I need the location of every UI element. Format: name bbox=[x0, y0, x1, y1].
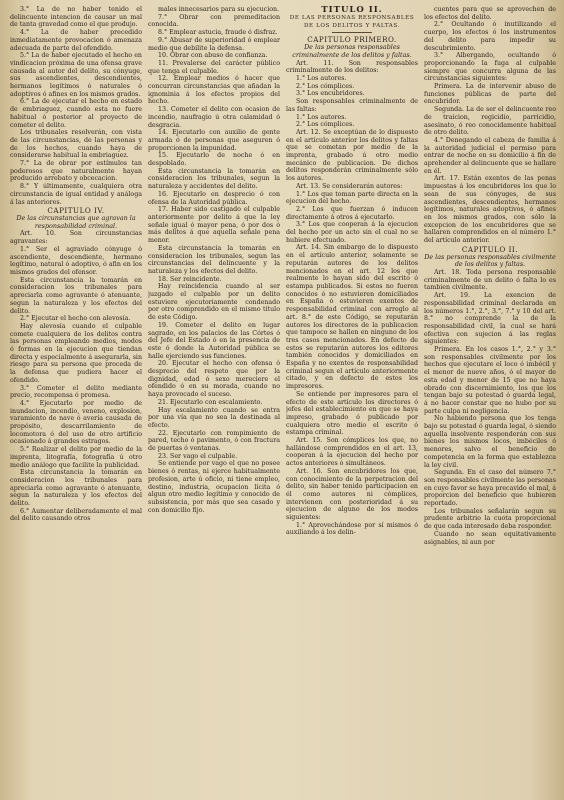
paragraph: Hay reincidencia cuando al ser juzgado el culpable por un delito estuviere ejecutoriamente condenado por otro comprendido en el mismo título de este Código. bbox=[148, 283, 280, 322]
paragraph: 1.° Los que toman parte directa en la ejecucion del hecho. bbox=[286, 190, 418, 206]
paragraph: 11. Prevalerse del carácter público que tenga el culpable. bbox=[148, 59, 280, 75]
paragraph: 6.° La de ejecutar el hecho en estado de embriaguez, cuando esta no fuere habitual ó posterior al proyecto de cometer el delito. bbox=[10, 98, 142, 129]
paragraph: 2.° Los cómplices. bbox=[296, 82, 355, 90]
title-subheading: DE LAS PERSONAS RESPONSABLES DE LOS DELITOS Y FALTAS. bbox=[289, 15, 415, 29]
paragraph: 3.° Los encubridores. bbox=[296, 90, 365, 98]
paragraph: Art. 15. Son cómplices los que, no hallándose comprendidos en el art. 13, cooperan á la ejecucion del hecho por actos anteriores ó simultáneos. bbox=[286, 437, 418, 468]
divider-rule bbox=[332, 32, 372, 33]
paragraph: Son responsables criminalmente de las faltas: bbox=[286, 98, 418, 113]
paragraph: 2.° Ejecutar el hecho con alevosía. bbox=[20, 315, 131, 323]
paragraph: 7.° Obrar con premeditacion conocida. bbox=[148, 13, 280, 29]
paragraph: males innecesarios para su ejecucion. bbox=[158, 6, 280, 13]
paragraph: 2.° Los que fuerzan ó inducen directamente á otros á ejecutarlo. bbox=[286, 205, 418, 221]
paragraph: 4.° Ejecutarlo por medio de inundacion, incendio, veneno, explosion, varamiento de nave ó avería causada de propósito, descarrilamiento de locomotora ó del uso de otro artificio ocasionado á grandes estragos. bbox=[10, 399, 142, 446]
paragraph: 21. Ejecutarlo con escalamiento. bbox=[158, 398, 263, 406]
paragraph: Art. 17. Están exentos de las penas impuestas á los encubridores los que lo sean de sus cónyuges, de sus ascendientes, descendientes, hermanos legítimos, naturales adoptivos, ó afines en los mismos grados, con sólo la excepcion de los encubridores que se hallaren comprendidos en el número 1.° del artículo anterior. bbox=[424, 175, 556, 245]
paragraph: 10. Obrar con abuso de confianza. bbox=[158, 52, 268, 60]
paragraph: 20. Ejecutar el hecho con ofensa ó desprecio del respeto que por la dignidad, edad ó sexo mereciere el ofendido ó en su morada, cuando no haya provocado el suceso. bbox=[148, 360, 280, 399]
paragraph: 22. Ejecutarlo con rompimiento de pared, techo ó pavimento, ó con fractura de puertas ó ventanas. bbox=[148, 429, 280, 453]
paragraph: 3.° Albergando, ocultando ó proporcionando la fuga al culpable siempre que concurra alguna de las circunstancias siguientes: bbox=[424, 52, 556, 83]
paragraph: Esta circunstancia la tomarán en consideracion los tribunales para apreciarla como agravante ó atenuante, segun la naturaleza y los efectos del delito. bbox=[10, 276, 142, 315]
text-column-4 bbox=[424, 6, 556, 796]
paragraph: 7.° La de obrar por estímulos tan poderosos que naturalmente hayan producido arrebato y obcecacion. bbox=[10, 160, 142, 183]
paragraph: Se entiende por impresores para el efecto de este artículo los directores ó jefes del establecimiento en que se haya impreso, grabado ó publicado por cualquiera otro medio el escrito ó estampa criminal. bbox=[286, 390, 418, 437]
title-heading: TITULO II. bbox=[321, 6, 383, 15]
paragraph: 18. Ser reincidente. bbox=[158, 275, 222, 283]
paragraph: Esta circunstancia la tomarán en consideracion los tribunales, segun las circunstancias del delincuente y la naturaleza y los efectos del delito. bbox=[148, 244, 280, 275]
paragraph: 15. Ejecutarlo de noche ó en despoblado. bbox=[148, 152, 280, 168]
paragraph: Art. 16. Son encubridores los que, con conocimiento de la perpetracion del delito, sin haber tenido participacion en él como autores ni cómplices, intervienen con posterioridad á su ejecucion de alguno de los modos siguientes: bbox=[286, 467, 418, 522]
paragraph: Esta circunstancia la tomarán en consideracion los tribunales para apreciarla como agravante ó atenuante, segun la naturaleza y los efectos del delito. bbox=[10, 469, 142, 508]
paragraph: 8.° Emplear astucia, fraude ó disfraz. bbox=[158, 29, 278, 37]
paragraph: Hay alevosía cuando el culpable comete cualquiera de los delitos contra las personas empleando medios, modos ó formas en la ejecucion que tiendan directa y especialmente á asegurarla, sin riesgo para su persona que proceda de la defensa que pudiera hacer el ofendido. bbox=[10, 322, 142, 384]
paragraph: 5.° Realizar el delito por medio de la imprenta, litografía, fotografía ú otro medio análogo que facilite la publicidad. bbox=[10, 446, 142, 469]
paragraph: 1.° Aprovechándose por sí mismos ó auxiliando á los delin- bbox=[286, 521, 418, 537]
paragraph: 5.° La de haber ejecutado el hecho en vindicacion próxima de una ofensa grave causada al autor del delito, su cónyuge, sus ascendientes, descendientes, hermanos legítimos ó naturales ó adoptivos ó afines en los mismos grados. bbox=[10, 52, 142, 98]
paragraph: Segunda. La de ser el delincuente reo de traicion, regicidio, parricidio, asesinato, ó reo conocidamente habitual de otro delito. bbox=[424, 106, 556, 137]
paragraph: 23. Ser vago el culpable. bbox=[158, 452, 238, 460]
chapter-subtitle: De las personas responsables criminalmente de los delitos y faltas. bbox=[292, 43, 412, 59]
paragraph: 9.° Abusar de superioridad ó emplear medio que debilite la defensa. bbox=[148, 36, 280, 52]
paragraph: Hay escalamiento cuando se entra por una vía que no sea la destinada al efecto. bbox=[148, 406, 280, 429]
paragraph: cuentes para que se aprovechen de los efectos del delito. bbox=[424, 6, 556, 21]
paragraph: 14. Ejecutarlo con auxilio de gente armada ó de personas que aseguren ó proporcionen la impunidad. bbox=[148, 129, 280, 152]
paragraph: Primera. La de intervenir abuso de funciones públicas de parte del encubridor. bbox=[424, 83, 556, 106]
paragraph: Art. 11. Son responsables criminalmente de los delitos: bbox=[286, 59, 418, 75]
paragraph: Art. 12. Se exceptúan de lo dispuesto en el artículo anterior los delitos y faltas que se cometan por medio de la imprenta, grabado ú otro medio mecánico de publicacion. De dichos delitos responderán criminalmente sólo los autores. bbox=[286, 128, 418, 183]
chapter-subtitle: De las personas responsables civilmente de los delitos y faltas. bbox=[424, 252, 556, 269]
paragraph: 1.° Los autores. bbox=[296, 75, 347, 82]
paragraph: Segunda. En el caso del número 7.° son responsables civilmente las personas en cuyo favor se haya precavido el mal, á proporcion del beneficio que hubieren reportado. bbox=[424, 469, 556, 508]
paragraph: 12. Emplear medios ó hacer que concurran circunstancias que añadan la ignominia á los efectos propios del hecho. bbox=[148, 75, 280, 106]
chapter-subtitle: De las circunstancias que agravan la responsabilidad criminal. bbox=[16, 214, 136, 230]
chapter-heading: CAPITULO IV. bbox=[47, 206, 105, 216]
paragraph: Se entiende por vago el que no posee bienes ó rentas, ni ejerce habitualmente profesion, arte ú oficio, ni tiene empleo, destino, industria, ocupacion lícita ó algun otro medio legítimo y conocido de subsistencia, por más que sea casado y con domicilio fijo. bbox=[148, 460, 280, 514]
paragraph: Art. 14. Sin embargo de lo dispuesto en el artículo anterior, solamente se reputarán autores de los delitos mencionados en el art. 12 los que realmente lo hayan sido del escrito ó estampa publicados. Si estos no fueren conocidos ó no estuvieren domiciliados en España ó estuvieren exentos de responsabilidad criminal con arreglo al art. 8.° de este Código, se reputarán autores los directores de la publicacion que tampoco se hallen en ninguno de los tres casos mencionados. En defecto de estos se reputarán autores los editores también conocidos y domiciliados en España y no exentos de responsabilidad criminal segun el artículo anteriormente citado, y en defecto de estos los impresores. bbox=[286, 244, 418, 391]
paragraph: 3.° La de no haber tenido el delincuente intencion de causar un mal de tanta gravedad como el que produjo. bbox=[10, 6, 142, 29]
paragraph: Art. 19. La exencion de responsabilidad criminal declarada en los números 1.°, 2.°, 3.°, 7.° y 10 del art. 8.° no comprende la de la responsabilidad civil, la cual se hará efectiva con sujecion á las reglas siguientes: bbox=[424, 292, 556, 346]
paragraph: 2.° Los cómplices. bbox=[296, 121, 355, 129]
paragraph: No habiendo persona que los tenga bajo su potestad ó guarda legal, ó siendo aquella insolvente responderán con sus bienes los mismos locos, imbéciles ó menores, salvo el beneficio de competencia en la forma que establezca la ley civil. bbox=[424, 415, 556, 469]
paragraph: Primera. En los casos 1.°, 2.° y 3.° son responsables civilmente por los hechos que ejecutare el loco ó imbécil y el menor de nueve años, ó el mayor de esta edad y menor de 15 que no haya obrado con discernimiento, los que los tengan bajo su potestad ó guarda legal, á no hacer constar que no hubo por su parte culpa ni negligencia. bbox=[424, 346, 556, 415]
paragraph: 16. Ejecutarlo en desprecio ó con ofensa de la Autoridad pública. bbox=[148, 190, 280, 206]
paragraph: 4.° La de haber precedido inmediatamente provocacion ó amenaza adecuada de parte del ofendido. bbox=[10, 29, 142, 52]
paragraph: Art. 13. Se considerarán autores: bbox=[296, 182, 403, 190]
paragraph: Los tribunales resolverán, con vista de las circunstancias, de las personas y de los hechos, cuando haya de considerarse habitual la embriaguez. bbox=[10, 129, 142, 160]
paragraph: 19. Cometer el delito en lugar sagrado, en los palacios de las Córtes ó del Jefe del Estado ó en la presencia de este ó donde la Autoridad pública se halle ejerciendo sus funciones. bbox=[148, 321, 280, 360]
paragraph: 6.° Aumentar deliberadamente el mal del delito causando otros bbox=[10, 507, 142, 523]
paragraph: 13. Cometer el delito con ocasion de incendio, naufragio ú otra calamidad ó desgracia. bbox=[148, 106, 280, 129]
text-column-2 bbox=[148, 6, 280, 796]
text-column-3 bbox=[286, 6, 418, 796]
paragraph: 2.° Ocultando ó inutilizando el cuerpo, los efectos ó los instrumentos del delito para impedir su descubrimiento. bbox=[424, 21, 556, 52]
chapter-heading: CAPITULO PRIMERO. bbox=[307, 35, 397, 45]
paragraph: 3.° Los que cooperan á la ejecucion del hecho por un acto sin el cual no se hubiere efectuado. bbox=[286, 221, 418, 244]
paragraph: 1.° Ser el agraviado cónyuge ó ascendiente, descendiente, hermano legítimo, natural ó adoptivo, ó afin en los mismos grados del ofensor. bbox=[10, 245, 142, 276]
paragraph: 17. Haber sido castigado el culpable anteriormente por delito á que la ley señale igual ó mayor pena, ó por dos ó más delitos á que aquella señale pena menor. bbox=[148, 206, 280, 245]
paragraph: 3.° Cometer el delito mediante precio, recompensa ó promesa. bbox=[10, 384, 142, 400]
paragraph: Art. 10. Son circunstancias agravantes: bbox=[10, 230, 142, 246]
text-column-1 bbox=[10, 6, 142, 796]
paragraph: 8.° Y últimamente, cualquiera otra circunstancia de igual entidad y análoga á las anteriores. bbox=[10, 183, 142, 206]
paragraph: 1.° Los autores. bbox=[296, 113, 347, 121]
chapter-heading: CAPITULO II. bbox=[461, 244, 519, 254]
paragraph: Cuando no sean equitativamente asignables, ni aun por bbox=[424, 530, 556, 546]
paragraph: Esta circunstancia la tomarán en consideracion los tribunales, segun la naturaleza y accidentes del delito. bbox=[148, 167, 280, 191]
paragraph: 4.° Denegando el cabeza de familia á la autoridad judicial el permiso para entrar de noche en su domicilio á fin de aprehender al delincuente que se hallare en él. bbox=[424, 136, 556, 175]
paragraph: Los tribunales señalarán segun su prudente arbitrio la cuota proporcional de que cada interesado deba responder. bbox=[424, 507, 556, 531]
paragraph: Art. 18. Toda persona responsable criminalmente de un delito ó falta lo es tambien civilmente. bbox=[424, 268, 556, 292]
